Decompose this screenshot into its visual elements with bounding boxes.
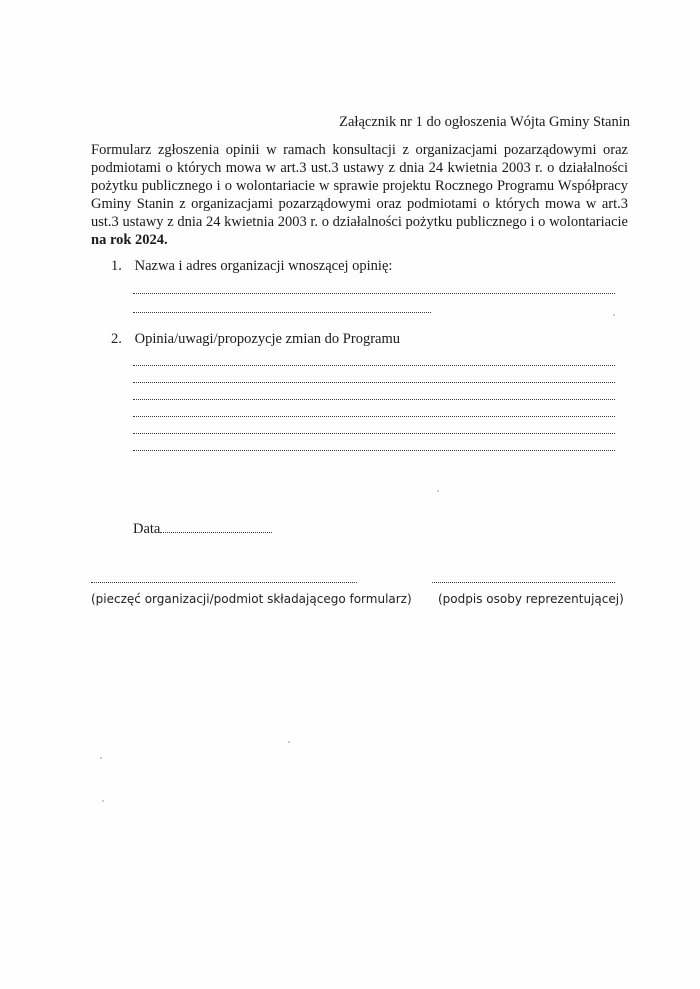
opinion-dotted-line[interactable] (133, 415, 615, 417)
date-label: Data (133, 521, 161, 537)
opinion-dotted-line[interactable] (133, 364, 615, 366)
stamp-caption: (pieczęć organizacji/podmiot składającego formularz) (91, 592, 412, 606)
item-number: 1. (111, 258, 122, 274)
intro-year: na rok 2024. (91, 232, 168, 248)
scan-speck (288, 741, 290, 743)
opinion-dotted-line[interactable] (133, 381, 615, 383)
item-label: Nazwa i adres organizacji wnoszącej opinię: (134, 258, 393, 274)
item-number: 2. (111, 331, 122, 347)
scan-speck (102, 800, 104, 802)
item-organization (111, 258, 392, 275)
scan-speck (100, 757, 102, 759)
form-intro (91, 141, 628, 249)
opinion-dotted-line[interactable] (133, 432, 615, 434)
signature-dotted-line[interactable] (432, 581, 615, 583)
intro-text: Formularz zgłoszenia opinii w ramach konsultacji z organizacjami pozarządowymi oraz podmiotami o których mowa w art.3 ust.3 ustawy z dnia 24 kwietnia 2003 r. o działalności pożytku publicznego i o wolontariacie w sprawie projektu Rocznego Programu Współpracy Gminy Stanin z organizacjami pozarządowymi oraz podmiotami o których mowa w art.3 ust.3 ustawy z dnia 24 kwietnia 2003 r. o działalności pożytku publicznego i o wolontariacie (91, 142, 628, 230)
date-dotted-line[interactable] (160, 531, 272, 533)
item-label: Opinia/uwagi/propozycje zmian do Programu (134, 331, 400, 347)
date-field (133, 521, 272, 538)
opinion-dotted-line[interactable] (133, 398, 615, 400)
opinion-dotted-line[interactable] (133, 449, 615, 451)
scan-speck (437, 490, 439, 492)
stamp-dotted-line[interactable] (91, 581, 357, 583)
item-opinion (111, 331, 400, 348)
organization-dotted-line[interactable] (133, 292, 615, 294)
organization-dotted-line[interactable] (133, 311, 431, 313)
signature-caption: (podpis osoby reprezentującej) (438, 592, 624, 606)
attachment-header: Załącznik nr 1 do ogłoszenia Wójta Gminy Stanin (339, 114, 630, 130)
scan-speck (613, 314, 615, 316)
